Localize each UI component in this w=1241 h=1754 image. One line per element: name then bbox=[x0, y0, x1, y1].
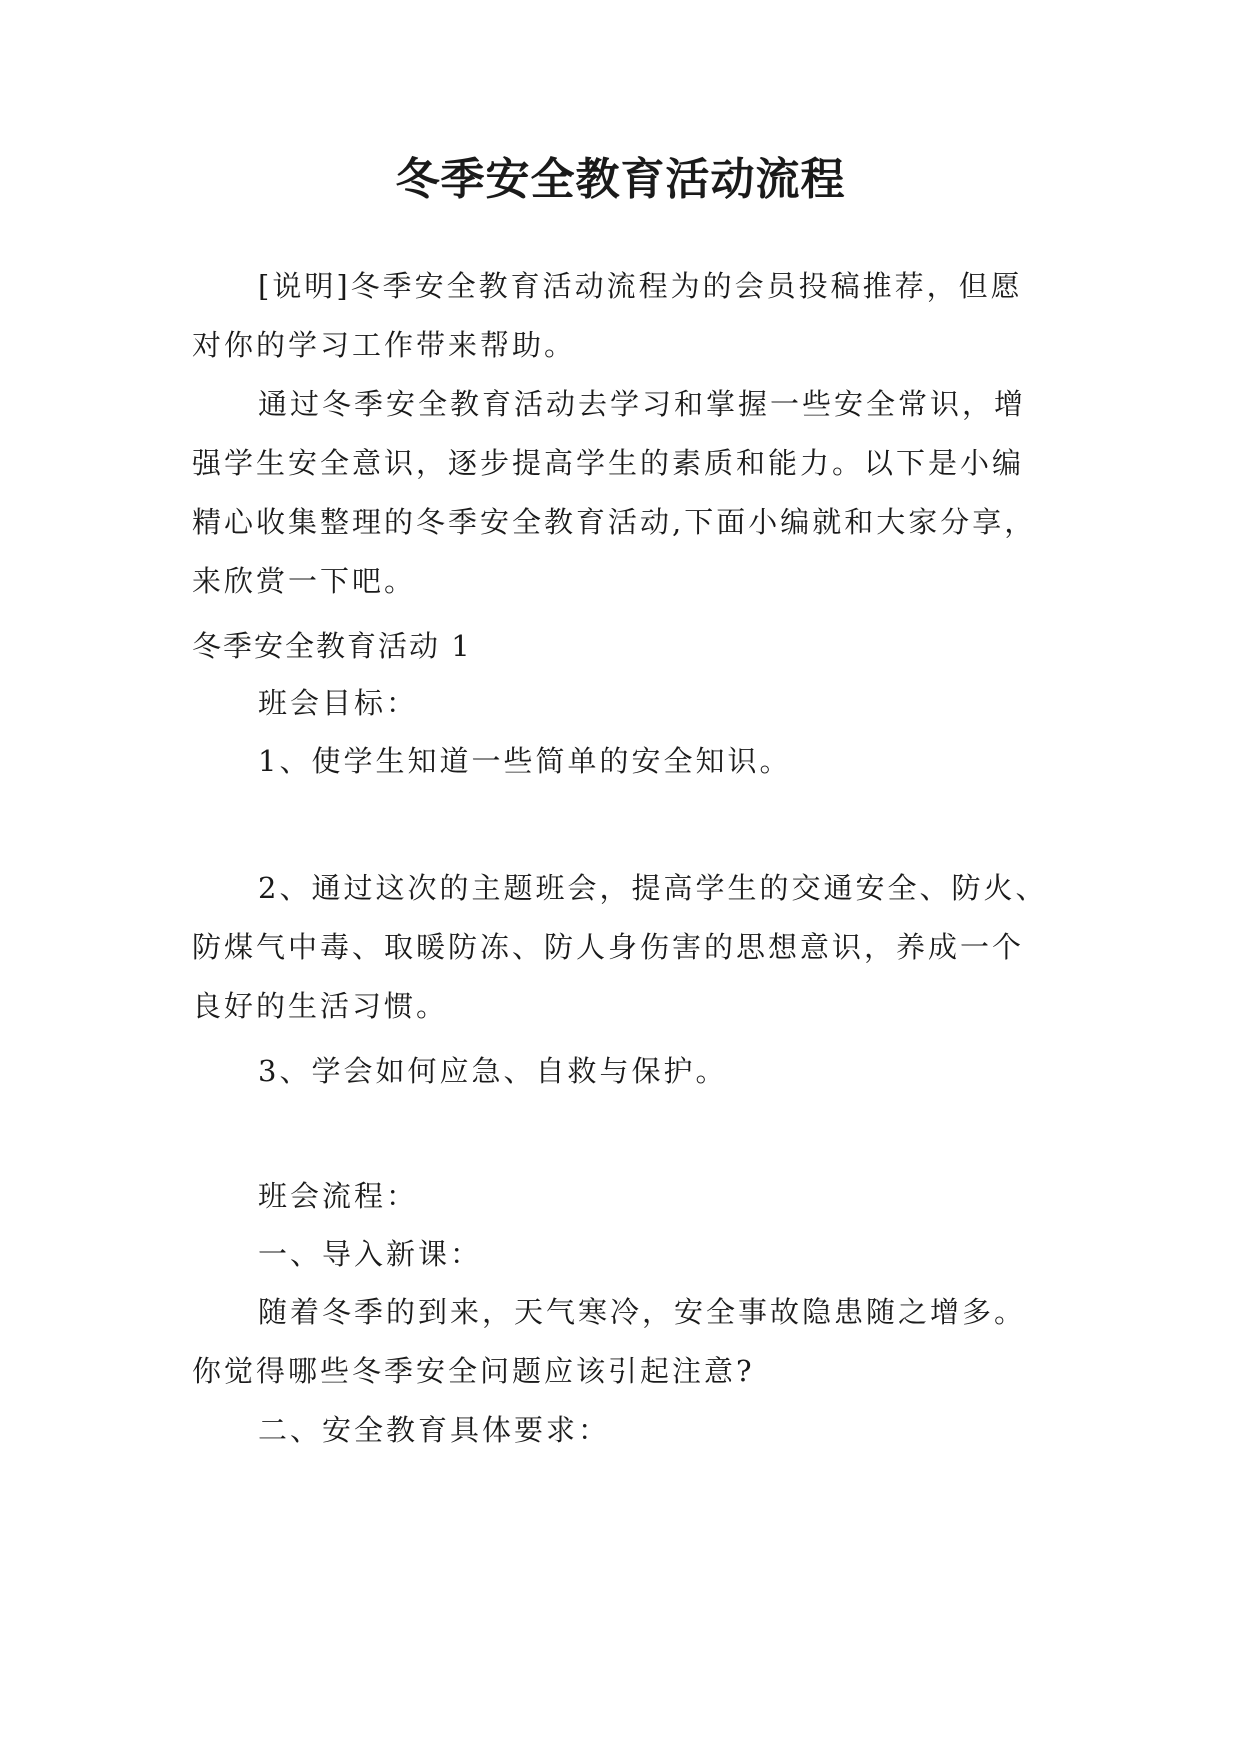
text-line: 防煤气中毒、取暖防冻、防人身伤害的思想意识，养成一个 bbox=[192, 930, 1025, 964]
goal-item-2 bbox=[192, 859, 1062, 1036]
step-1-paragraph bbox=[192, 1283, 1062, 1401]
text-line: 良好的生活习惯。 bbox=[192, 989, 449, 1023]
text-line: 冬季安全教育活动 1 bbox=[192, 629, 472, 663]
text-line: 精心收集整理的冬季安全教育活动,下面小编就和大家分享， bbox=[192, 505, 1037, 539]
text-line: 3、学会如何应急、自救与保护。 bbox=[258, 1054, 728, 1088]
document-title: 冬季安全教育活动流程 bbox=[395, 154, 846, 205]
section-heading bbox=[192, 617, 1062, 676]
text-line: 班会目标： bbox=[258, 686, 419, 720]
step-1-heading bbox=[192, 1225, 1062, 1284]
text-line: 对你的学习工作带来帮助。 bbox=[192, 328, 577, 362]
text-line: 一、导入新课： bbox=[258, 1237, 483, 1271]
text-line: 2、通过这次的主题班会，提高学生的交通安全、防火、 bbox=[258, 871, 1048, 905]
intro-paragraph-2 bbox=[192, 375, 1062, 611]
text-line: 来欣赏一下吧。 bbox=[192, 564, 417, 598]
text-line: [说明]冬季安全教育活动流程为的会员投稿推荐，但愿 bbox=[258, 269, 1023, 303]
text-line: 强学生安全意识，逐步提高学生的素质和能力。以下是小编 bbox=[192, 446, 1025, 480]
text-line: 1、使学生知道一些简单的安全知识。 bbox=[258, 744, 792, 778]
text-line: 通过冬季安全教育活动去学习和掌握一些安全常识，增 bbox=[258, 387, 1027, 421]
goal-item-1 bbox=[192, 732, 1062, 791]
process-heading bbox=[192, 1167, 1062, 1226]
text-line: 二、安全教育具体要求： bbox=[258, 1413, 611, 1447]
step-2-heading bbox=[192, 1401, 1062, 1460]
goal-heading bbox=[192, 674, 1062, 733]
text-line: 你觉得哪些冬季安全问题应该引起注意? bbox=[192, 1354, 755, 1388]
intro-paragraph-1 bbox=[192, 257, 1062, 375]
text-line: 随着冬季的到来，天气寒冷，安全事故隐患随之增多。 bbox=[258, 1295, 1027, 1329]
text-line: 班会流程： bbox=[258, 1179, 419, 1213]
goal-item-3 bbox=[192, 1042, 1062, 1101]
